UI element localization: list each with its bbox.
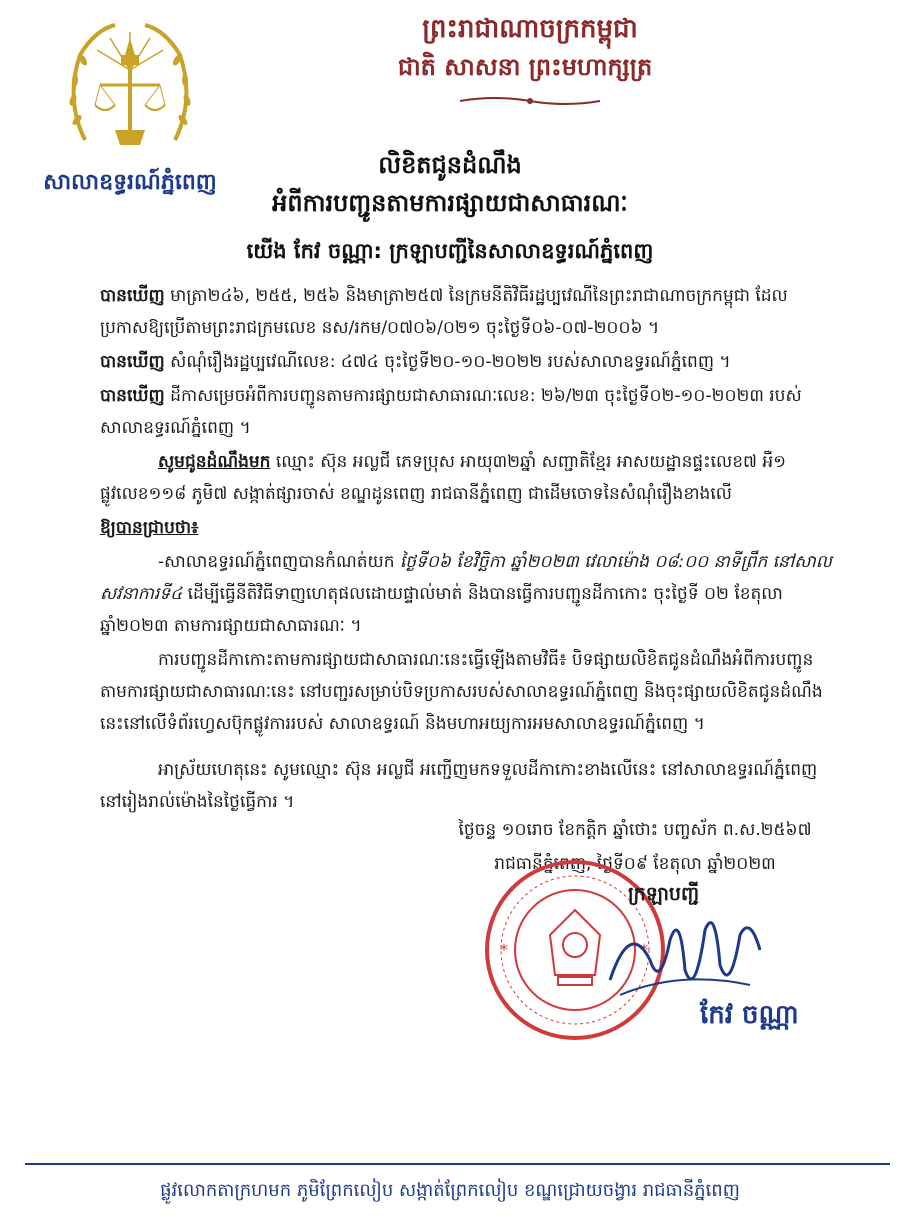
notice-know: ឱ្យបានជ្រាបថា៖	[100, 518, 199, 538]
footer-address: ផ្លូវលោកតាក្រហមក ភូមិព្រែកលៀប សង្កាត់ព្រែកលៀប ខណ្ឌជ្រោយចង្វារ រាជធានីភ្នំពេញ	[160, 1180, 740, 1201]
document-subtitle: អំពីការបញ្ជូនតាមការផ្សាយជាសាធារណៈ	[272, 189, 628, 217]
notice-lead	[100, 446, 840, 510]
p1-hearing-details: ថ្ងៃទី០៦ ខែវិច្ឆិកា ឆ្នាំ២០២៣ វេលាម៉ោង ០៨:០០ នាទីព្រឹក នៅសាលសវនាការទី៤	[100, 552, 832, 604]
issuer-line: យើង កែវ ចណ្ណា: ក្រឡាបញ្ជីនៃសាលាឧទ្ធរណ៍ភ្នំពេញ	[246, 239, 654, 263]
notice-paragraph-1	[100, 546, 840, 642]
p1-end: ដើម្បីធ្វើនីតិវិធីទាញហេតុផលដោយផ្ទាល់មាត់ និងបានធ្វើការបញ្ជូនដីកាកោះ ចុះថ្ងៃទី ០២ ខែតុលា ឆ្នាំ២០២៣ តាមការផ្សាយជាសាធារណៈ ។	[100, 584, 783, 636]
consideration-text: មាត្រា២៤៦, ២៥៥, ២៥៦ និងមាត្រា២៥៧ នៃក្រមនីតិវិធីរដ្ឋប្បវេណីនៃព្រះរាជាណាចក្រកម្ពុជា ដែលប្រកាសឱ្យប្រើតាមព្រះរាជក្រមលេខ នស/រកម/០៧០៦/០២១ ចុះថ្ងៃទី០៦-០៧-២០០៦ ។	[100, 286, 788, 338]
notice-lead-label: សូមជូនដំណឹងមក	[158, 452, 271, 472]
signature-role: ក្រឡាបញ្ជី	[628, 883, 700, 905]
consideration-1	[100, 280, 840, 344]
consideration-text: ដីកាសម្រេចអំពីការបញ្ជូនតាមការផ្សាយជាសាធារណៈលេខ: ២៦/២៣ ចុះថ្ងៃទី០២-១០-២០២៣ របស់សាលាឧទ្ធរណ៍ភ្នំពេញ ។	[100, 386, 802, 438]
lunar-date: ថ្ងៃចន្ទ ១០រោច ខែកត្តិក ឆ្នាំថោះ បញ្ចស័ក ព.ស.២៥៦៧	[458, 820, 812, 840]
svg-text:*: *	[500, 940, 508, 959]
kingdom-heading: ព្រះរាជាណាចក្រកម្ពុជា	[422, 14, 638, 44]
court-emblem	[55, 10, 205, 160]
solar-date: រាជធានីភ្នំពេញ, ថ្ងៃទី០៩ ខែតុលា ឆ្នាំ២០២៣	[494, 854, 776, 874]
motto-ornament	[460, 92, 600, 104]
consideration-label: បានឃើញ	[100, 352, 165, 372]
handwritten-signature	[600, 900, 770, 1010]
document-title: លិខិតជូនដំណឹង	[378, 151, 522, 179]
footer-divider	[25, 1163, 890, 1165]
notice-paragraph-3: អាស្រ័យហេតុនេះ សូមឈ្មោះ ស៊ុន អល្លជី អញ្ជើញមកទទួលដីកាកោះខាងលើនេះ នៅសាលាឧទ្ធរណ៍ភ្នំពេញ នៅរៀងរាល់ម៉ោងនៃថ្ងៃធ្វើការ ។	[100, 760, 818, 812]
consideration-text: សំណុំរឿងរដ្ឋប្បវេណីលេខ: ៤៧៤ ចុះថ្ងៃទី២០-១០-២០២២ របស់សាលាឧទ្ធរណ៍ភ្នំពេញ ។	[170, 352, 731, 372]
signatory-name: កែវ ចណ្ណា	[700, 1000, 799, 1030]
p1-start: -សាលាឧទ្ធរណ៍ភ្នំពេញបានកំណត់យក	[158, 552, 395, 572]
consideration-3	[100, 380, 840, 444]
svg-text:*: *	[640, 940, 648, 959]
consideration-label: បានឃើញ	[100, 286, 165, 306]
consideration-label: បានឃើញ	[100, 386, 165, 406]
national-motto: ជាតិ សាសនា ព្រះមហាក្សត្រ	[397, 52, 653, 81]
consideration-2	[100, 346, 840, 378]
notice-lead-text: ឈ្មោះ ស៊ុន អល្លជី ភេទប្រុស អាយុ៣២ឆ្នាំ សញ្ជាតិខ្មែរ អាសយដ្ឋានផ្ទះលេខ៧ អឺ១ ផ្លូវលេខ១១៨ ភូមិ៧ សង្កាត់ផ្សារចាស់ ខណ្ឌដូនពេញ រាជធានីភ្នំពេញ ជាដើមចោទនៃសំណុំរឿងខាងលើ	[100, 452, 787, 504]
notice-paragraph-2: ការបញ្ជូនដីកាកោះតាមការផ្សាយជាសាធារណៈនេះធ្វើឡើងតាមវិធី៖ បិទផ្សាយលិខិតជូនដំណឹងអំពីការបញ្ជូនតាមការផ្សាយជាសាធារណៈនេះ នៅបញ្ជរសម្រាប់បិទប្រកាសរបស់សាលាឧទ្ធរណ៍ភ្នំពេញ និងចុះផ្សាយលិខិតជូនដំណឹងនេះនៅលើទំព័រហ្វេសប៊ុកផ្លូវការរបស់ សាលាឧទ្ធរណ៍ និងមហាអយ្យការអមសាលាឧទ្ធរណ៍ភ្នំពេញ ។	[100, 650, 823, 734]
court-name: សាលាឧទ្ធរណ៍ភ្នំពេញ	[43, 170, 217, 195]
